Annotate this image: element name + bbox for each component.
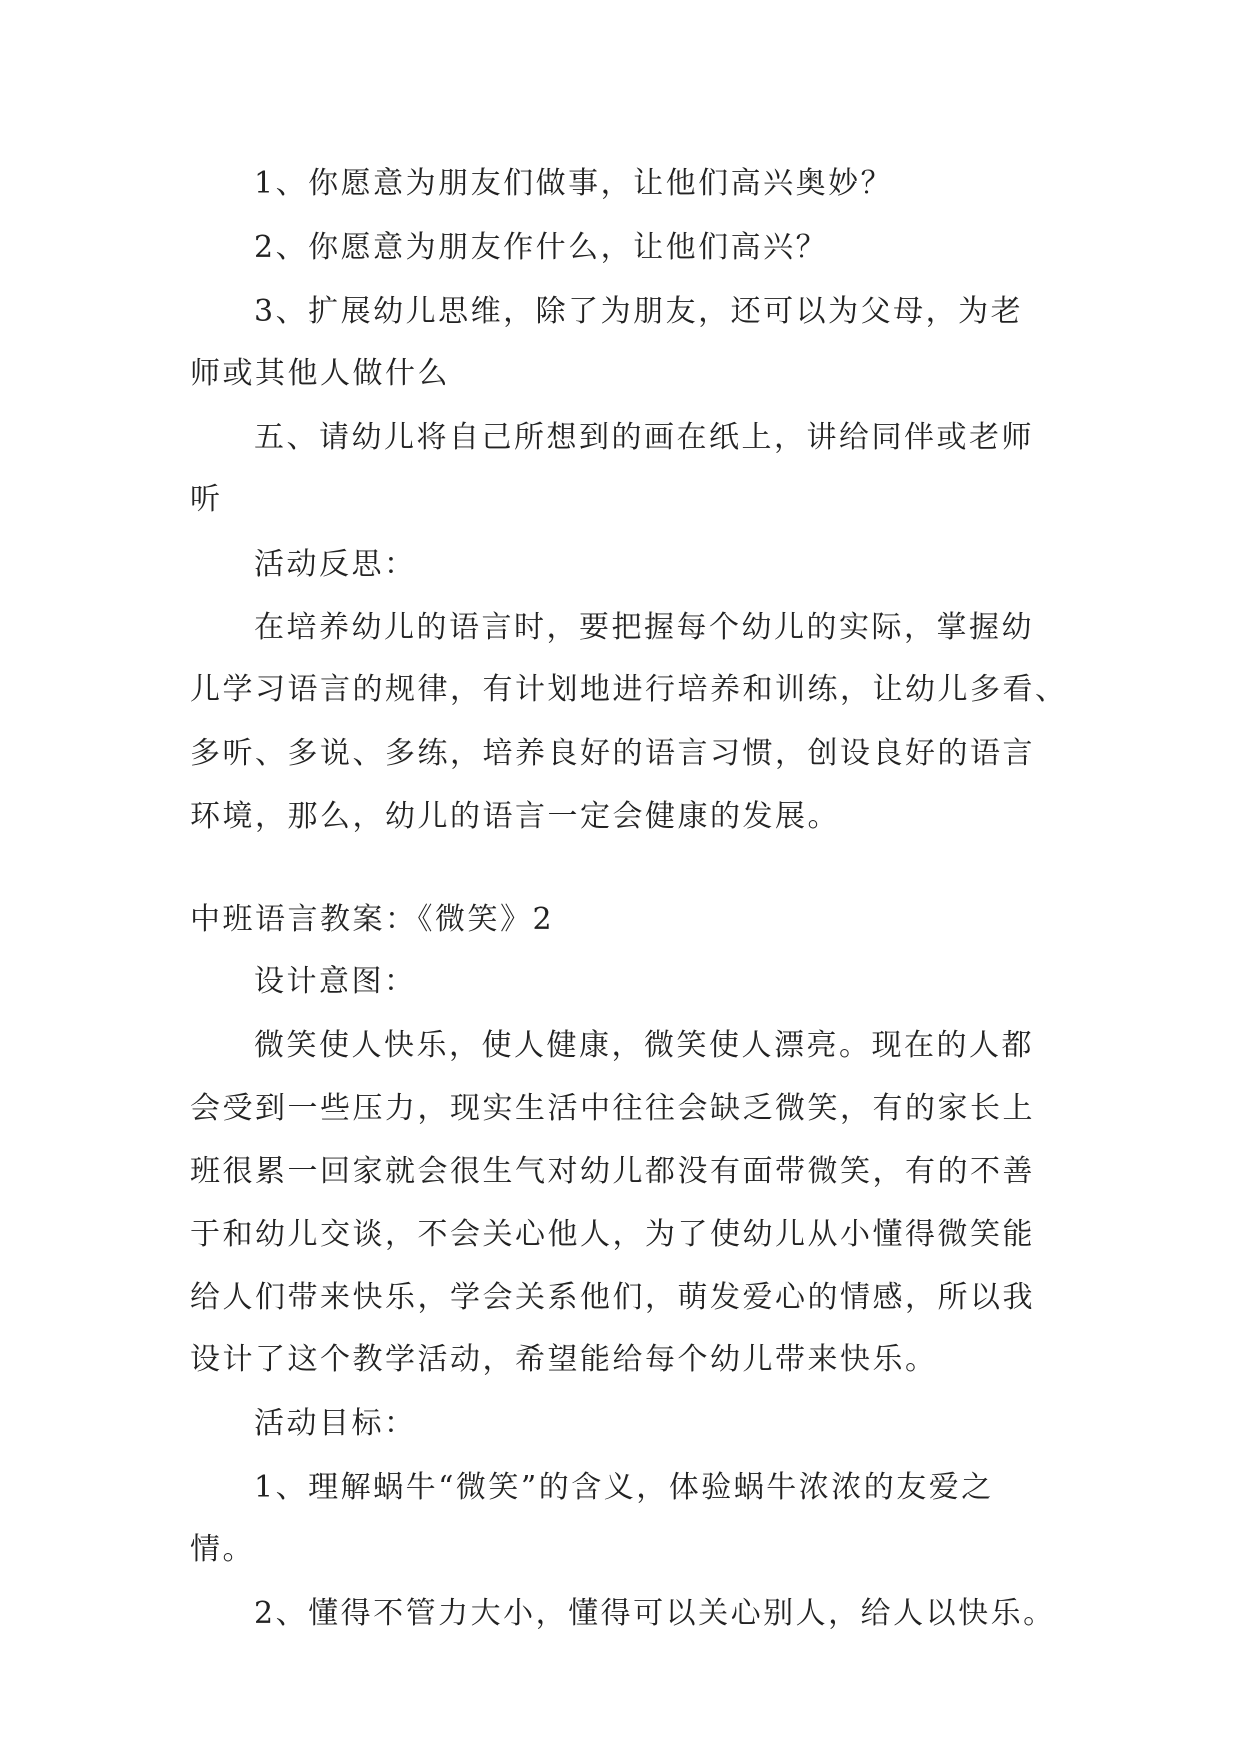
goal-1-line: 1、理解蜗牛“微笑”的含义，体验蜗牛浓浓的友爱之 bbox=[254, 1470, 994, 1505]
question-1-line: 1、你愿意为朋友们做事，让他们高兴奥妙？ bbox=[254, 166, 894, 201]
design-intent-line-2: 会受到一些压力，现实生活中往往会缺乏微笑，有的家长上 bbox=[190, 1091, 1035, 1126]
question-3-continued-line: 师或其他人做什么 bbox=[190, 356, 450, 391]
goal-2-line: 2、懂得不管力大小，懂得可以关心别人，给人以快乐。 bbox=[254, 1596, 1056, 1631]
question-2-line: 2、你愿意为朋友作什么，让他们高兴？ bbox=[254, 230, 829, 265]
reflection-paragraph-line-4: 环境，那么，幼儿的语言一定会健康的发展。 bbox=[190, 799, 840, 834]
lesson-title: 中班语言教案：《微笑》2 bbox=[190, 902, 555, 937]
design-intent-line-4: 于和幼儿交谈，不会关心他人，为了使幼儿从小懂得微笑能 bbox=[190, 1217, 1035, 1252]
reflection-paragraph-line-3: 多听、多说、多练，培养良好的语言习惯，创设良好的语言 bbox=[190, 736, 1035, 771]
design-intent-line-5: 给人们带来快乐，学会关系他们，萌发爱心的情感，所以我 bbox=[190, 1280, 1035, 1315]
goal-1-continued-line: 情。 bbox=[190, 1532, 255, 1567]
reflection-paragraph-line-2: 儿学习语言的规律，有计划地进行培养和训练，让幼儿多看、 bbox=[190, 672, 1068, 707]
reflection-heading: 活动反思： bbox=[254, 547, 417, 582]
reflection-paragraph-line-1: 在培养幼儿的语言时，要把握每个幼儿的实际，掌握幼 bbox=[254, 610, 1034, 645]
design-intent-line-1: 微笑使人快乐，使人健康，微笑使人漂亮。现在的人都 bbox=[254, 1028, 1034, 1063]
step-five-line: 五、请幼儿将自己所想到的画在纸上，讲给同伴或老师 bbox=[254, 420, 1034, 455]
design-intent-heading: 设计意图： bbox=[254, 964, 417, 999]
question-3-line: 3、扩展幼儿思维，除了为朋友，还可以为父母，为老 bbox=[254, 294, 1024, 329]
design-intent-line-3: 班很累一回家就会很生气对幼儿都没有面带微笑，有的不善 bbox=[190, 1154, 1035, 1189]
activity-goals-heading: 活动目标： bbox=[254, 1406, 417, 1441]
step-five-continued-line: 听 bbox=[190, 482, 223, 517]
design-intent-line-6: 设计了这个教学活动，希望能给每个幼儿带来快乐。 bbox=[190, 1342, 938, 1377]
